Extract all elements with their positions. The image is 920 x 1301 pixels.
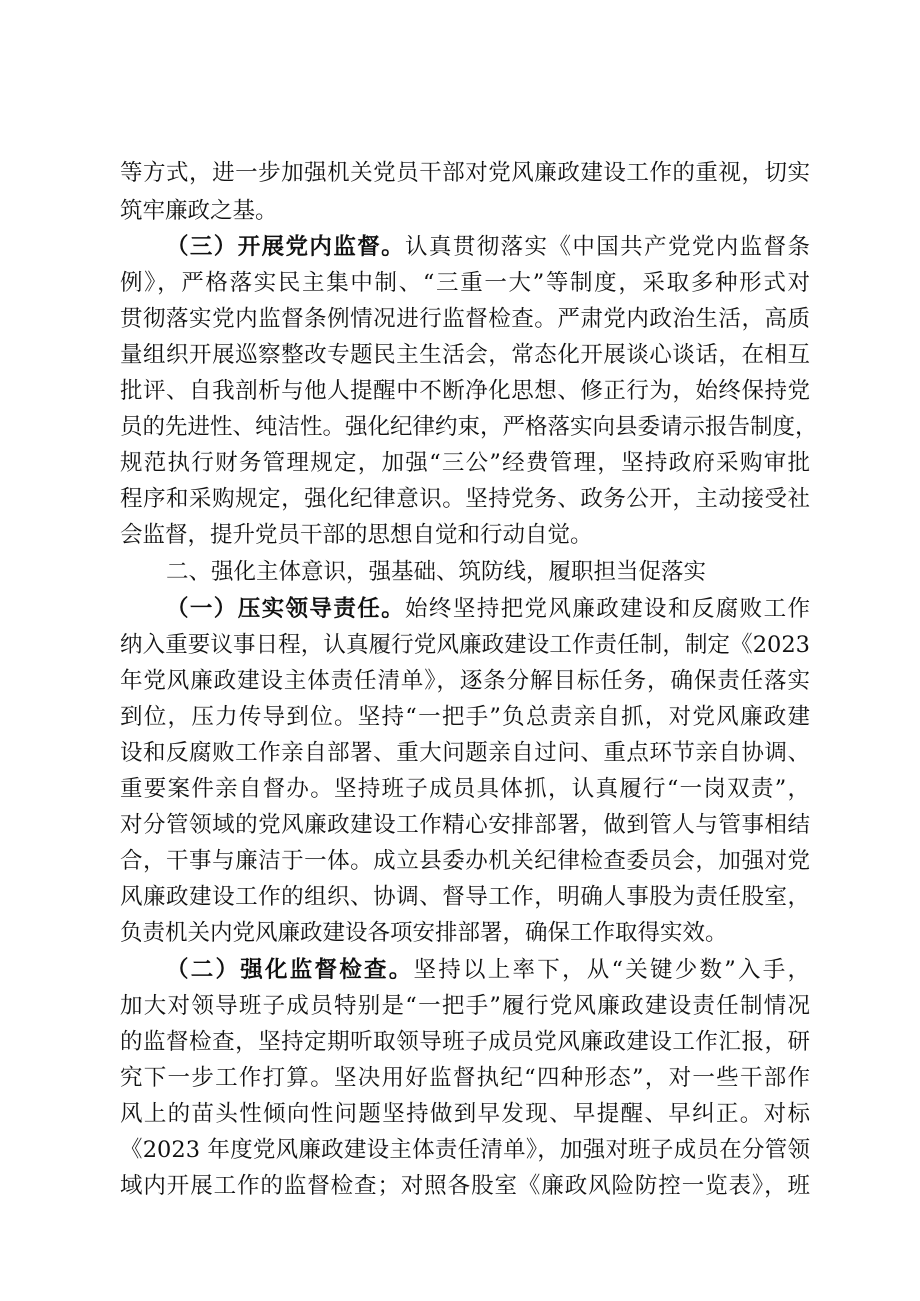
section-3-title: （三）开展党内监督。 xyxy=(166,234,406,260)
paragraph-line: 规范执行财务管理规定，加强“三公”经费管理，坚持政府采购审批 xyxy=(120,450,810,476)
paragraph-line: 贯彻落实党内监督条例情况进行监督检查。严肃党内政治生活，高质 xyxy=(120,306,810,332)
paragraph-line: 员的先进性、纯洁性。强化纪律约束，严格落实向县委请示报告制度， xyxy=(120,414,818,440)
section-3-first-line xyxy=(166,232,810,262)
paragraph-line: 设和反腐败工作亲自部署、重大问题亲自过问、重点环节亲自协调、 xyxy=(120,740,810,766)
paragraph-line: 年党风廉政建设主体责任清单》，逐条分解目标任务，确保责任落实 xyxy=(120,668,810,694)
section-2-1-first-line xyxy=(166,594,810,624)
paragraph-line: 风廉政建设工作的组织、协调、督导工作，明确人事股为责任股室， xyxy=(120,884,810,910)
paragraph-line: 批评、自我剖析与他人提醒中不断净化思想、修正行为，始终保持党 xyxy=(120,378,810,404)
section-heading: 二、强化主体意识，强基础、筑防线，履职担当促落实 xyxy=(166,559,707,585)
paragraph-line: 《2023 年度党风廉政建设主体责任清单》，加强对班子成员在分管领 xyxy=(120,1137,810,1163)
paragraph-line: 重要案件亲自督办。坚持班子成员具体抓，认真履行“一岗双责”， xyxy=(120,776,810,802)
section-2-2-title: （二）强化监督检查。 xyxy=(166,957,414,983)
paragraph-line: 风上的苗头性倾向性问题坚持做到早发现、早提醒、早纠正。对标 xyxy=(120,1101,810,1127)
section-3-first-line-text: 认真贯彻落实《中国共产党党内监督条 xyxy=(405,234,810,260)
paragraph-line: 对分管领域的党风廉政建设工作精心安排部署，做到管人与管事相结 xyxy=(120,812,810,838)
paragraph-line: 合，干事与廉洁于一体。成立县委办机关纪律检查委员会，加强对党 xyxy=(120,848,810,874)
paragraph-line: 例》，严格落实民主集中制、“三重一大”等制度，采取多种形式对 xyxy=(120,270,810,296)
paragraph-line: 到位，压力传导到位。坚持“一把手”负总责亲自抓，对党风廉政建 xyxy=(120,704,810,730)
paragraph-line: 量组织开展巡察整改专题民主生活会，常态化开展谈心谈话，在相互 xyxy=(120,342,810,368)
paragraph-line: 程序和采购规定，强化纪律意识。坚持党务、政务公开，主动接受社 xyxy=(120,486,810,512)
section-2-1-title: （一）压实领导责任。 xyxy=(166,596,406,622)
paragraph-line: 负责机关内党风廉政建设各项安排部署，确保工作取得实效。 xyxy=(120,920,728,946)
paragraph-line: 的监督检查，坚持定期听取领导班子成员党风廉政建设工作汇报，研 xyxy=(120,1029,810,1055)
paragraph-line: 究下一步工作打算。坚决用好监督执纪“四种形态”，对一些干部作 xyxy=(120,1065,810,1091)
paragraph-line: 会监督，提升党员干部的思想自觉和行动自觉。 xyxy=(120,522,593,548)
paragraph-line: 筑牢廉政之基。 xyxy=(120,198,278,224)
section-2-2-first-line xyxy=(166,955,810,985)
section-2-1-first-line-text: 始终坚持把党风廉政建设和反腐败工作 xyxy=(405,596,810,622)
paragraph-line: 加大对领导班子成员特别是“一把手”履行党风廉政建设责任制情况 xyxy=(120,993,810,1019)
paragraph-line: 纳入重要议事日程，认真履行党风廉政建设工作责任制，制定《2023 xyxy=(120,632,810,658)
paragraph-line: 等方式，进一步加强机关党员干部对党风廉政建设工作的重视，切实 xyxy=(120,160,810,186)
paragraph-line: 域内开展工作的监督检查；对照各股室《廉政风险防控一览表》，班 xyxy=(120,1173,810,1199)
section-2-2-first-line-text: 坚持以上率下，从“关键少数”入手， xyxy=(413,957,810,983)
